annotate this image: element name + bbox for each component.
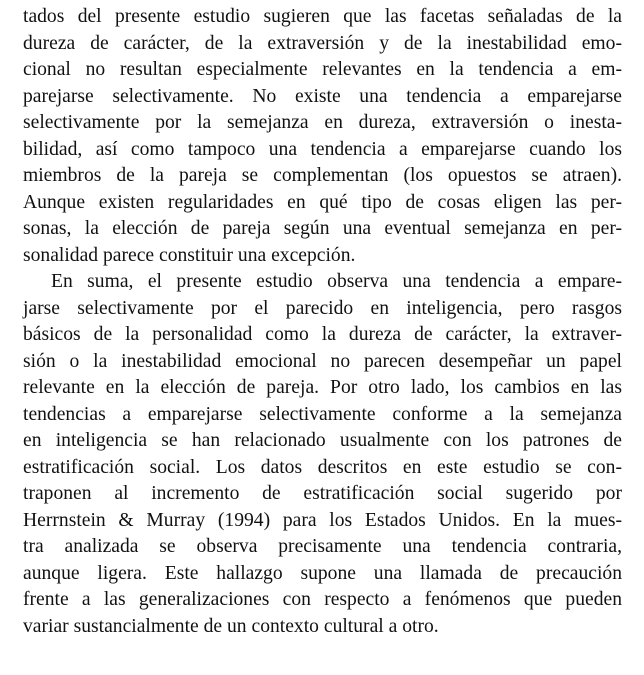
text-line: en inteligencia se han relacionado usualmente con los patrones de (23, 430, 622, 451)
text-line: dureza de carácter, de la extraversión y de la inestabilidad emo- (23, 32, 622, 54)
text-line: relevante en la elección de pareja. Por otro lado, los cambios en las (23, 377, 622, 398)
text-line: sonas, la elección de pareja según una eventual semejanza en per- (23, 218, 622, 239)
text-line: sión o la inestabilidad emocional no parecen desempeñar un papel (23, 350, 622, 372)
text-line: tendencias a emparejarse selectivamente conforme a la semejanza (23, 403, 622, 425)
paragraph (23, 4, 622, 269)
text-line: traponen al incremento de estratificación social sugerido por (23, 483, 622, 504)
text-line: tados del presente estudio sugieren que las facetas señaladas de la (23, 6, 622, 27)
text-line: tra analizada se observa precisamente una tendencia contraria, (23, 536, 622, 557)
text-line: sonalidad parece constituir una excepción. (23, 244, 356, 266)
text-line: básicos de la personalidad como la dureza de carácter, la extraver- (23, 324, 622, 345)
text-line: aunque ligera. Este hallazgo supone una llamada de precaución (23, 562, 622, 584)
text-line: estratificación social. Los datos descritos en este estudio se con- (23, 456, 622, 478)
text-line: frente a las generalizaciones con respecto a fenómenos que pueden (23, 589, 622, 610)
text-line: jarse selectivamente por el parecido en inteligencia, pero rasgos (23, 297, 622, 319)
text-line: selectivamente por la semejanza en dureza, extraversión o inesta- (23, 112, 622, 133)
text-line: En suma, el presente estudio observa una tendencia a empare- (51, 271, 622, 292)
text-line: cional no resultan especialmente relevantes en la tendencia a em- (23, 59, 622, 80)
text-line: miembros de la pareja se complementan (los opuestos se atraen). (23, 165, 622, 186)
text-line: variar sustancialmente de un contexto cultural a otro. (23, 615, 439, 637)
paragraph (23, 269, 622, 640)
text-line: Herrnstein & Murray (1994) para los Estados Unidos. En la mues- (23, 509, 622, 531)
document-body (23, 4, 622, 640)
text-line: bilidad, así como tampoco una tendencia a emparejarse cuando los (23, 138, 622, 160)
text-line: parejarse selectivamente. No existe una tendencia a emparejarse (23, 85, 622, 107)
text-line: Aunque existen regularidades en qué tipo de cosas eligen las per- (23, 191, 622, 213)
